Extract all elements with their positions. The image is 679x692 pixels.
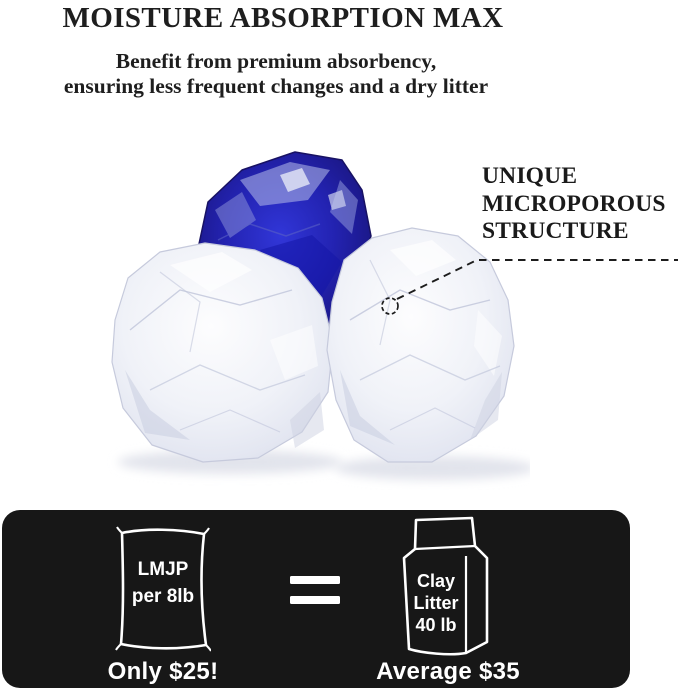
comparison-panel [2, 510, 630, 688]
right-bag-line2: Litter [413, 593, 459, 613]
right-price: Average $35 [376, 658, 520, 685]
equals-icon [290, 576, 340, 604]
left-bag-label [115, 556, 211, 610]
equals-bar-bottom [290, 596, 340, 604]
clear-crystal-left [112, 243, 333, 462]
clear-crystal-right [327, 228, 514, 462]
callout-line2: MICROPOROUS [482, 190, 666, 217]
left-bag-line1: LMJP [137, 559, 189, 580]
callout-line3: STRUCTURE [482, 218, 629, 244]
subheadline [0, 49, 552, 98]
equals-bar-top [290, 576, 340, 584]
subheadline-line2: ensuring less frequent changes and a dry litter [63, 73, 489, 98]
right-bag-line3: 40 lb [415, 615, 457, 635]
right-bag-line1: Clay [416, 571, 456, 591]
callout-label [482, 163, 666, 246]
right-bag-label [404, 570, 468, 636]
left-bag-line2: per 8lb [131, 586, 195, 607]
left-price: Only $25! [107, 658, 219, 685]
headline: MOISTURE ABSORPTION MAX [62, 2, 504, 34]
crystals-illustration [90, 140, 530, 490]
callout-line1: UNIQUE [482, 163, 578, 189]
subheadline-line1: Benefit from premium absorbency, [115, 49, 437, 73]
